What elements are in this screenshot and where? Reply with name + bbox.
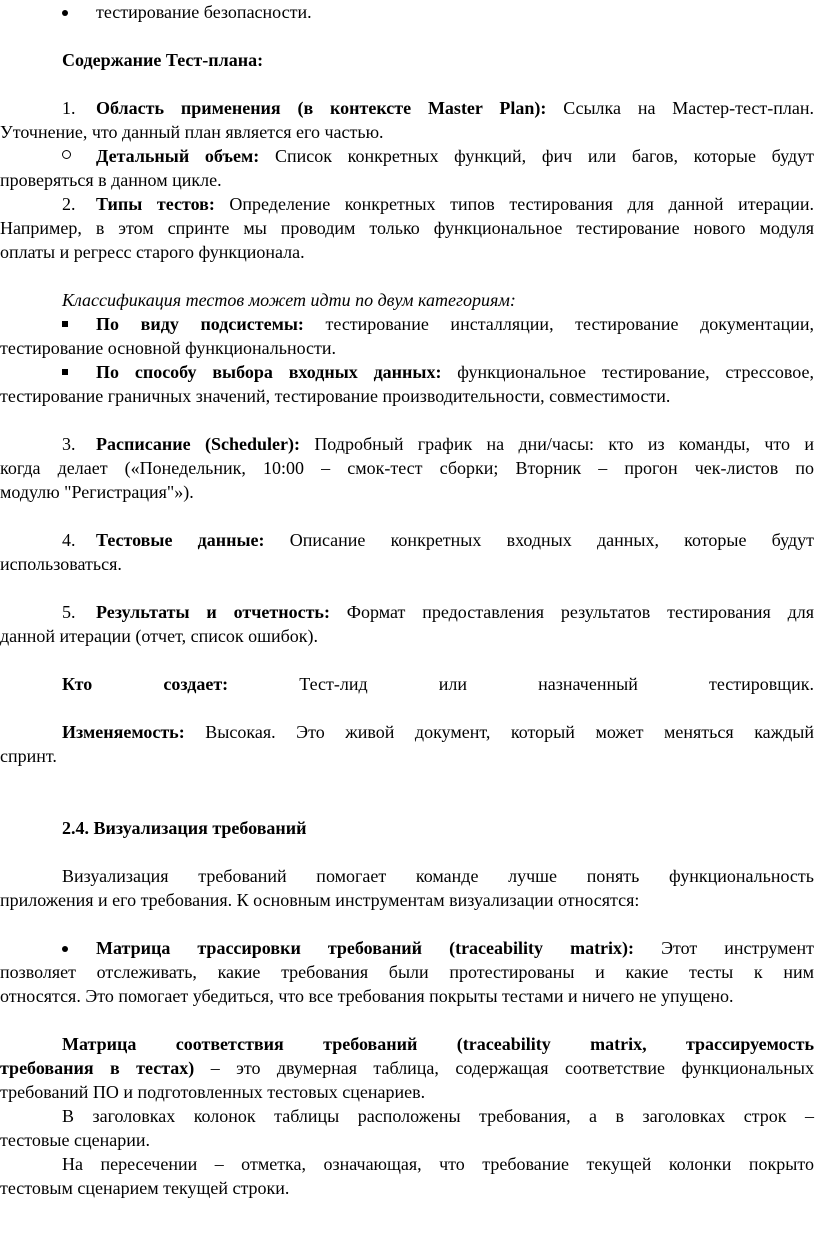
matrix-bullet-line-a bbox=[96, 936, 814, 960]
item2-title: Типы тестов: bbox=[96, 194, 215, 214]
matrix-def-title-a: Матрица соответствия требований (traceability matrix, трассируемость bbox=[62, 1034, 814, 1054]
bullet-dot-icon bbox=[62, 10, 68, 16]
item1-number: 1. bbox=[62, 98, 76, 118]
changeability-line-a bbox=[62, 720, 814, 744]
class2-text-b: тестирование граничных значений, тестирование производительности, совместимости. bbox=[0, 386, 671, 406]
class1-text-a: тестирование инсталляции, тестирование документации, bbox=[325, 314, 814, 334]
item5-text-b: данной итерации (отчет, список ошибок). bbox=[0, 626, 318, 646]
matrix-def-text-b: – это двумерная таблица, содержащая соответствие функциональных bbox=[210, 1058, 814, 1078]
changeability-text-b: спринт. bbox=[0, 746, 57, 766]
item4-text-a: Описание конкретных входных данных, которые будут bbox=[289, 530, 814, 550]
item2-number: 2. bbox=[62, 194, 76, 214]
matrix-bullet-text-a: Этот инструмент bbox=[661, 938, 814, 958]
class2-text-a: функциональное тестирование, стрессовое, bbox=[457, 362, 814, 382]
viz-intro-text-b: приложения и его требования. К основным инструментам визуализации относятся: bbox=[0, 890, 640, 910]
item2-line-a bbox=[96, 192, 814, 216]
item1-sub-text-a: Список конкретных функций, фич или багов, которые будут bbox=[274, 146, 815, 166]
contents-heading: Содержание Тест-плана: bbox=[62, 50, 264, 70]
item4-line-a bbox=[96, 528, 814, 552]
matrix-bullet-text-b: позволяет отслеживать, какие требования были протестированы и какие тесты к ним bbox=[0, 962, 814, 982]
item5-text-a: Формат предоставления результатов тестирования для bbox=[346, 602, 814, 622]
who-creates-line bbox=[62, 672, 814, 696]
item1-text-a: Ссылка на Мастер-тест-план. bbox=[563, 98, 814, 118]
item1-line-a bbox=[96, 96, 814, 120]
class1-line-a bbox=[96, 312, 814, 336]
item3-text-a: Подробный график на дни/часы: кто из команды, что и bbox=[314, 434, 814, 454]
square-bullet-icon bbox=[62, 321, 68, 327]
changeability-label: Изменяемость: bbox=[62, 722, 185, 742]
columns-para-text-a: В заголовках колонок таблицы расположены требования, а в заголовках строк – bbox=[62, 1106, 814, 1126]
item4-title: Тестовые данные: bbox=[96, 530, 265, 550]
matrix-def-line-b bbox=[0, 1056, 814, 1080]
item1-sub-text-b: проверяться в данном цикле. bbox=[0, 170, 222, 190]
item1-sub-line-a bbox=[96, 144, 814, 168]
columns-para-text-b: тестовые сценарии. bbox=[0, 1130, 151, 1150]
item1-sub-title: Детальный объем: bbox=[96, 146, 260, 166]
who-creates-label: Кто создает: bbox=[62, 674, 229, 694]
bullet-dot-icon bbox=[62, 946, 68, 952]
changeability-text-a: Высокая. Это живой документ, который может меняться каждый bbox=[205, 722, 814, 742]
matrix-def-title-b: требования в тестах) bbox=[0, 1058, 195, 1078]
matrix-bullet-text-c: относятся. Это помогает убедиться, что все требования покрыты тестами и ничего не упущено. bbox=[0, 986, 734, 1006]
top-bullet-text: тестирование безопасности. bbox=[96, 2, 312, 22]
item1-title: Область применения (в контексте Master Plan): bbox=[96, 98, 547, 118]
item3-line-a bbox=[96, 432, 814, 456]
intersection-para-text-b: тестовым сценарием текущей строки. bbox=[0, 1178, 290, 1198]
class1-title: По виду подсистемы: bbox=[96, 314, 304, 334]
item3-text-c: модулю "Регистрация"»). bbox=[0, 482, 194, 502]
class2-title: По способу выбора входных данных: bbox=[96, 362, 442, 382]
item5-line-a bbox=[96, 600, 814, 624]
matrix-bullet-title: Матрица трассировки требований (traceability matrix): bbox=[96, 938, 635, 958]
item4-text-b: использоваться. bbox=[0, 554, 122, 574]
matrix-def-text-c: требований ПО и подготовленных тестовых сценариев. bbox=[0, 1082, 426, 1102]
item5-title: Результаты и отчетность: bbox=[96, 602, 330, 622]
item2-text-c: оплаты и регресс старого функционала. bbox=[0, 242, 305, 262]
section-heading: 2.4. Визуализация требований bbox=[62, 818, 307, 838]
who-creates-text: Тест-лид или назначенный тестировщик. bbox=[299, 674, 814, 694]
item1-text-b: Уточнение, что данный план является его частью. bbox=[0, 122, 384, 142]
intersection-para-text-a: На пересечении – отметка, означающая, что требование текущей колонки покрыто bbox=[62, 1154, 814, 1174]
item3-number: 3. bbox=[62, 434, 76, 454]
class1-text-b: тестирование основной функциональности. bbox=[0, 338, 337, 358]
viz-intro-text-a: Визуализация требований помогает команде лучше понять функциональность bbox=[62, 866, 814, 886]
circle-bullet-icon bbox=[62, 150, 71, 159]
item3-title: Расписание (Scheduler): bbox=[96, 434, 300, 454]
item2-text-b: Например, в этом спринте мы проводим только функциональное тестирование нового модуля bbox=[0, 218, 814, 238]
item2-text-a: Определение конкретных типов тестирования для данной итерации. bbox=[229, 194, 814, 214]
item5-number: 5. bbox=[62, 602, 76, 622]
item4-number: 4. bbox=[62, 530, 76, 550]
item3-text-b: когда делает («Понедельник, 10:00 – смок-тест сборки; Вторник – прогон чек-листов по bbox=[0, 458, 814, 478]
square-bullet-icon bbox=[62, 369, 68, 375]
class2-line-a bbox=[96, 360, 814, 384]
classification-heading: Классификация тестов может идти по двум категориям: bbox=[62, 290, 516, 310]
